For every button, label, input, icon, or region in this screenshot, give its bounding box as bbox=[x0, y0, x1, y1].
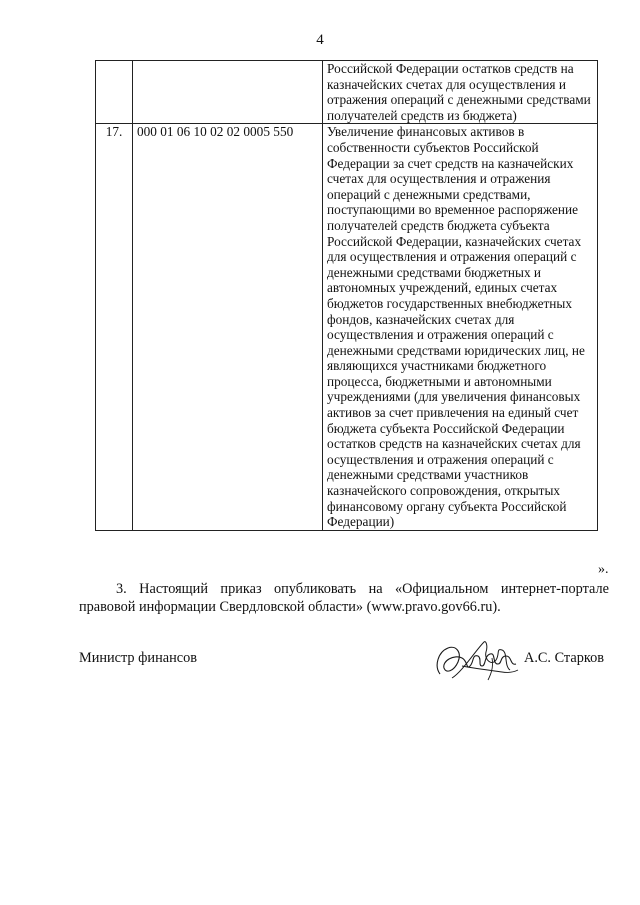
signatory-title: Министр финансов bbox=[79, 650, 197, 666]
page-number: 4 bbox=[316, 32, 324, 48]
closing-quote: ». bbox=[598, 562, 609, 577]
description-cell bbox=[323, 61, 598, 124]
code-cell: 000 01 06 10 02 02 0005 550 bbox=[133, 124, 323, 530]
budget-classification-table bbox=[95, 60, 598, 531]
table-row bbox=[96, 124, 598, 530]
description-cell bbox=[323, 124, 598, 530]
code-cell bbox=[133, 61, 323, 124]
description-text: Увеличение финансовых активов в собственности субъектов Российской Федерации за счет средств на казначейских счетах для осуществления и отражения операций с денежными средствами, поступающими во временное распоряжение получателей средств бюджета субъекта Российской Федерации, казначейских счетах для осуществления и отражения операций с денежными средствами бюджетных и автономных учреждений, единых счетах бюджетов государственных внебюджетных фондов, казначейских счетах для осуществления и отражения операций с денежными средствами юридических лиц, не являющихся участниками бюджетного процесса, бюджетными и автономными учреждениями (для увеличения финансовых активов за счет привлечения на единый счет бюджета субъекта Российской Федерации остатков средств на казначейских счетах для осуществления и отражения операций с денежными средствами участников казначейского сопровождения, открытых финансовому органу субъекта Российской Федерации) bbox=[327, 124, 585, 530]
table-row bbox=[96, 61, 598, 124]
description-text: Российской Федерации остатков средств на казначейских счетах для осуществления и отражения операций с денежными средствами получателей средств из бюджета) bbox=[327, 61, 591, 123]
handwritten-signature bbox=[432, 636, 524, 684]
row-number-cell: 17. bbox=[96, 124, 133, 530]
row-number-cell bbox=[96, 61, 133, 124]
paragraph-publication: 3. Настоящий приказ опубликовать на «Официальном интернет-портале правовой информации Свердловской области» (www.pravo.gov66.ru). bbox=[79, 581, 609, 615]
signatory-name: А.С. Старков bbox=[524, 650, 604, 666]
